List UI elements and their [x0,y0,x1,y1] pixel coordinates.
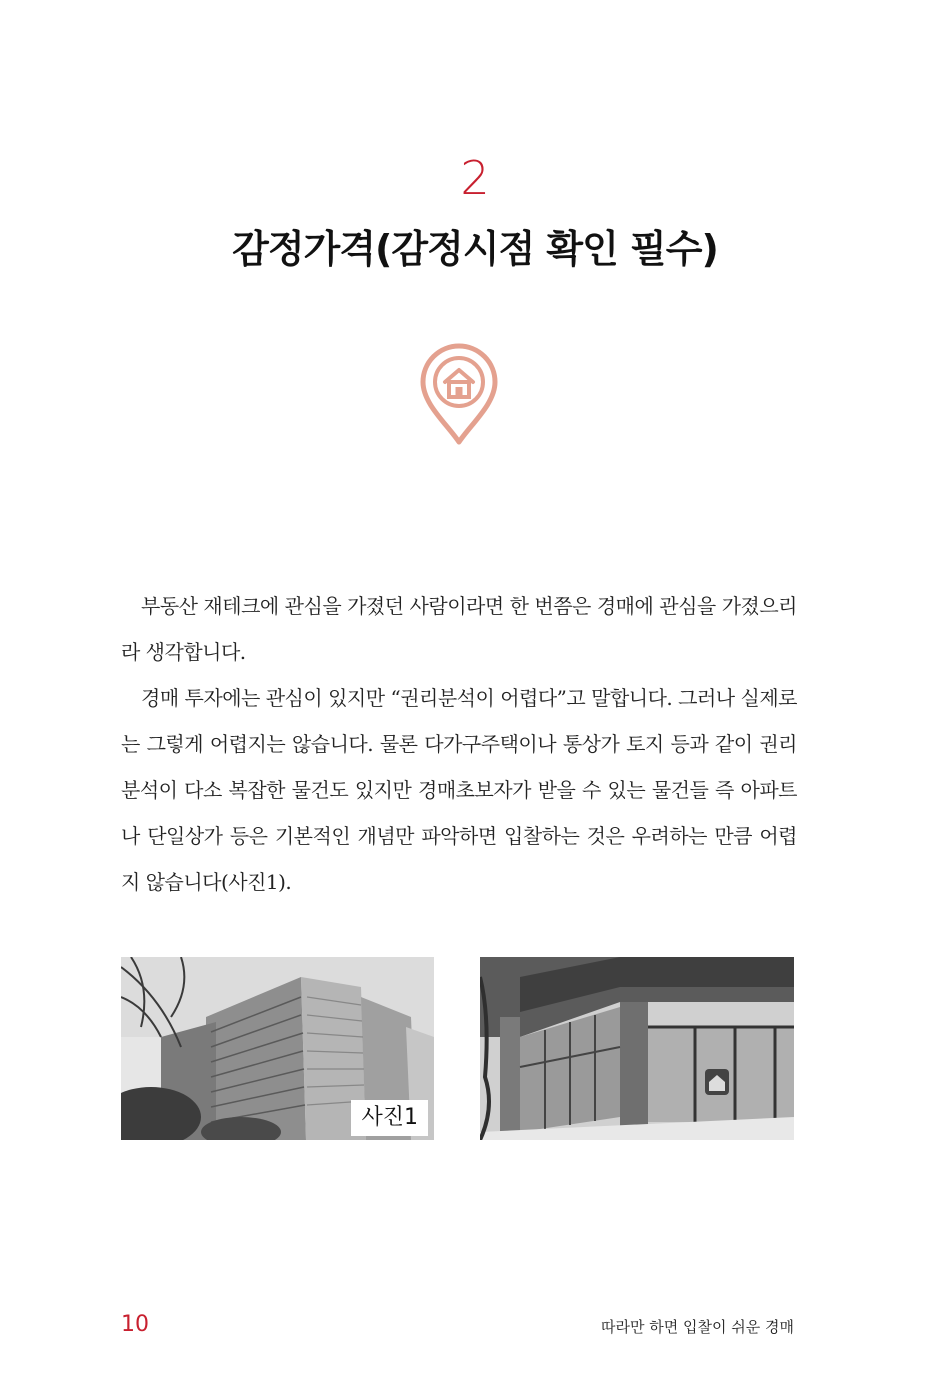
photo-caption: 사진1 [351,1100,428,1136]
commercial-building-photo [480,957,794,1140]
chapter-title: 감정가격(감정시점 확인 필수) [232,227,718,271]
paragraph-1: 부동산 재테크에 관심을 가졌던 사람이라면 한 번쯤은 경매에 관심을 가졌으리라 생각합니다. [121,594,797,664]
paragraph-2: 경매 투자에는 관심이 있지만 “권리분석이 어렵다”고 말합니다. 그러나 실제로는 그렇게 어렵지는 않습니다. 물론 다가구주택이나 통상가 토지 등과 같이 권리분석이 다소 복잡한 물건도 있지만 경매초보자가 받을 수 있는 물건들 즉 아파트나 단일상가 등은 기본적인 개념만 파악하면 입찰하는 것은 우려하는 만큼 어렵지 않습니다(사진1). [121,686,797,894]
chapter-number: 2 [460,151,490,205]
body-text [121,583,797,905]
apartment-photo [121,957,434,1140]
location-pin-house-icon [417,342,501,446]
running-title: 따라만 하면 입찰이 쉬운 경매 [601,1318,794,1336]
page-number: 10 [121,1312,149,1337]
